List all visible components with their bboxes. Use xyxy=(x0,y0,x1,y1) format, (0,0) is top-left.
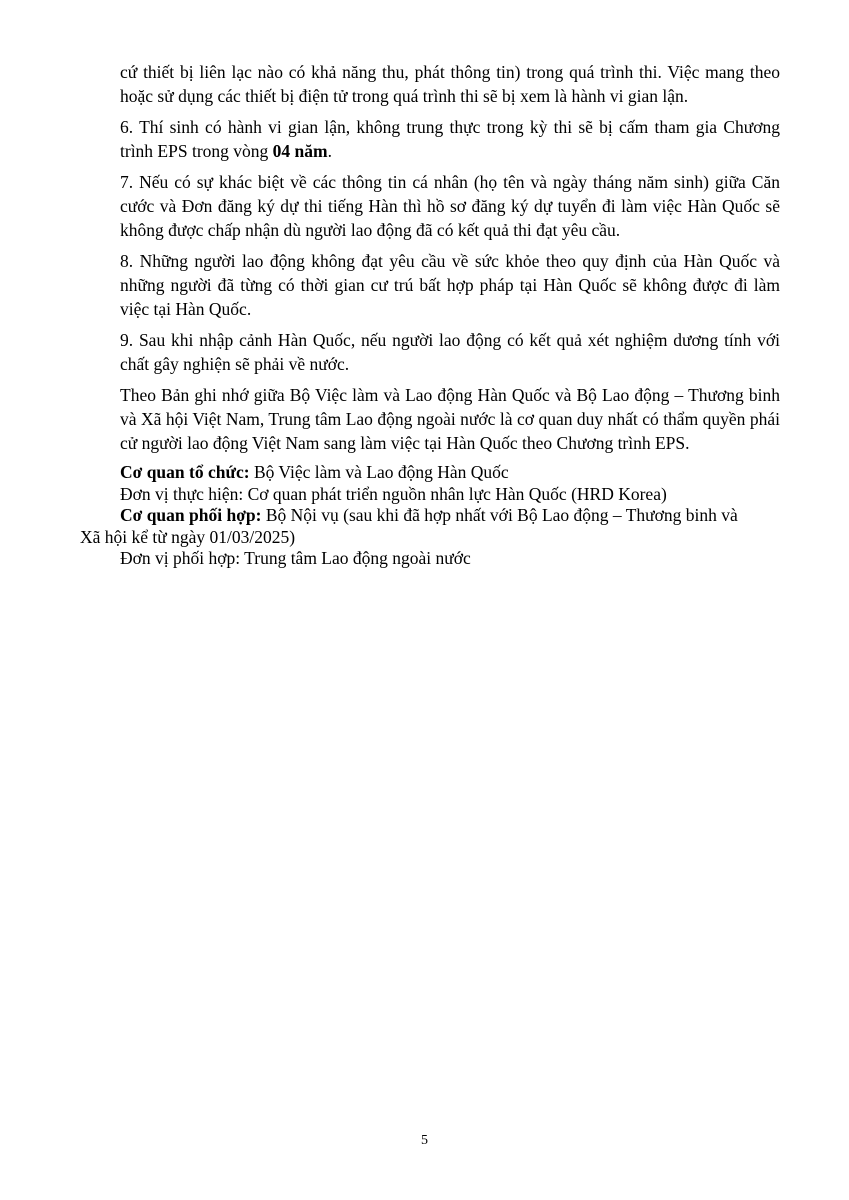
paragraph-item-9: 9. Sau khi nhập cảnh Hàn Quốc, nếu người lao động có kết quả xét nghiệm dương tính với chất gây nghiện sẽ phải về nước. xyxy=(120,330,780,374)
organizer-label: Cơ quan tổ chức: xyxy=(120,462,250,482)
paragraph-continuation: cứ thiết bị liên lạc nào có khả năng thu, phát thông tin) trong quá trình thi. Việc mang theo hoặc sử dụng các thiết bị điện tử trong quá trình thi sẽ bị xem là hành vi gian lận. xyxy=(120,62,780,106)
coordinating-unit-line: Đơn vị phối hợp: Trung tâm Lao động ngoài nước xyxy=(120,548,471,568)
coordinator-line xyxy=(120,505,780,527)
paragraph-item-6 xyxy=(120,115,780,163)
organizer-line xyxy=(120,462,780,484)
paragraph-mou: Theo Bản ghi nhớ giữa Bộ Việc làm và Lao động Hàn Quốc và Bộ Lao động – Thương binh và Xã hội Việt Nam, Trung tâm Lao động ngoài nước là cơ quan duy nhất có thẩm quyền phái cử người lao động Việt Nam sang làm việc tại Hàn Quốc theo Chương trình EPS. xyxy=(120,385,780,453)
page-content xyxy=(80,60,780,570)
item-6-end: . xyxy=(327,141,332,161)
organizer-value: Bộ Việc làm và Lao động Hàn Quốc xyxy=(249,462,509,482)
paragraph-item-7: 7. Nếu có sự khác biệt về các thông tin cá nhân (họ tên và ngày tháng năm sinh) giữa Căn cước và Đơn đăng ký dự thi tiếng Hàn thì hồ sơ đăng ký dự tuyển đi làm việc Hàn Quốc sẽ không được chấp nhận dù người lao động đã có kết quả thi đạt yêu cầu. xyxy=(120,172,780,240)
coordinator-value: Bộ Nội vụ (sau khi đã hợp nhất với Bộ Lao động – Thương binh và xyxy=(261,505,738,525)
page-number: 5 xyxy=(421,1133,428,1148)
coordinator-line-continued: Xã hội kể từ ngày 01/03/2025) xyxy=(80,526,296,547)
coordinator-label: Cơ quan phối hợp: xyxy=(120,505,262,525)
organizer-block xyxy=(80,462,780,570)
implementer-line: Đơn vị thực hiện: Cơ quan phát triển nguồn nhân lực Hàn Quốc (HRD Korea) xyxy=(120,483,667,504)
item-6-ban-duration: 04 năm xyxy=(272,141,328,161)
item-6-text: 6. Thí sinh có hành vi gian lận, không trung thực trong kỳ thi sẽ bị cấm tham gia Chương trình EPS trong vòng xyxy=(120,117,780,161)
paragraph-item-8: 8. Những người lao động không đạt yêu cầu về sức khỏe theo quy định của Hàn Quốc và những người đã từng có thời gian cư trú bất hợp pháp tại Hàn Quốc sẽ không được đi làm việc tại Hàn Quốc. xyxy=(120,251,780,319)
